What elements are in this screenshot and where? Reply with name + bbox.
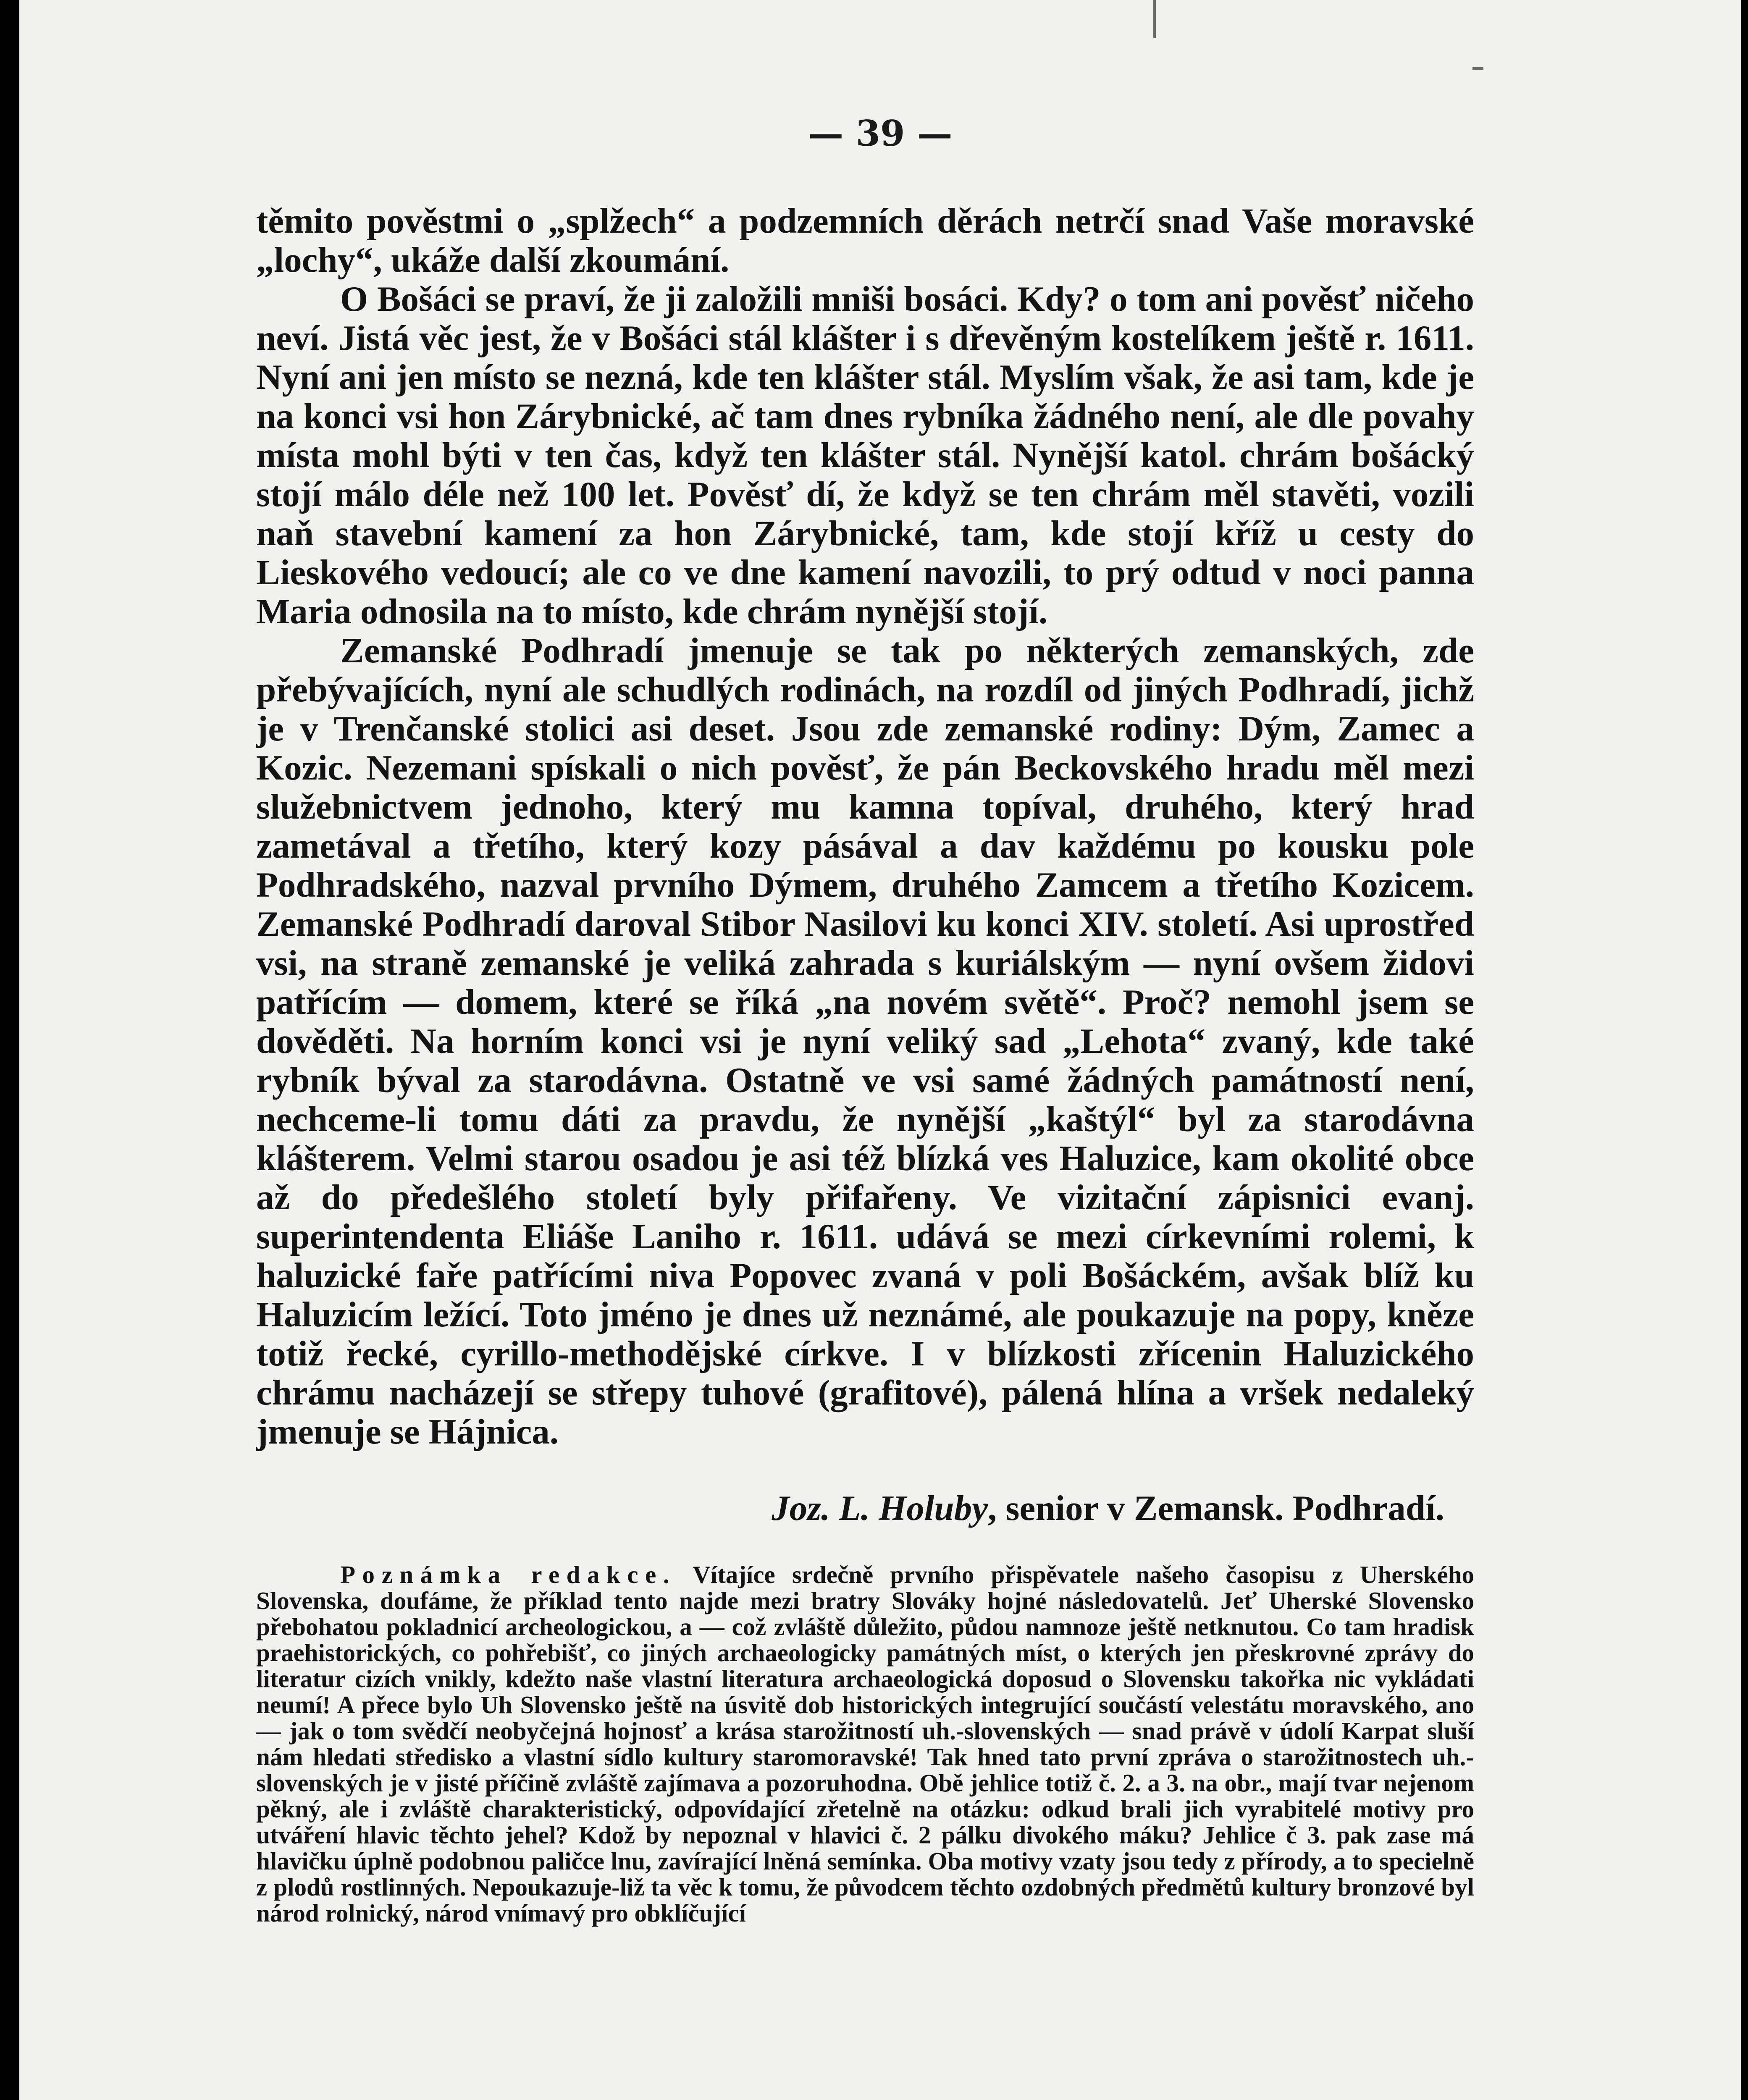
author-name: Joz. L. Holuby (772, 1488, 988, 1528)
note-text: Vítajíce srdečně prvního přispěvatele našeho časopisu z Uherského Slovenska, doufáme, že příklad tento najde mezi bratry Slováky hojné následovatelů. Jeť Uherské Slovensko přebohatou pokladnicí archeologickou, a — což zvláště důležito, půdou namnoze ještě netknutou. Co tam hradisk praehistorických, co pohřebišť, co jiných archaeologicky památných míst, o kterých jen přeskrovné zprávy do literatur cizích vnikly, kdežto naše vlastní literatura archaeologická doposud o Slovensku takořka nic vykládati neumí! A přece bylo Uh Slovensko ještě na úsvitě dob historických integrující součástí velestátu moravského, ano — jak o tom svědčí neobyčejná hojnosť a krása starožitností uh.-slovenských — snad právě v údolí Karpat sluší nám hledati středisko a vlastní sídlo kultury staromoravské! Tak hned tato první zpráva o starožitnostech uh.-slovenských je v jisté příčině zvláště zajímava a pozoruhodna. Obě jehlice totiž č. 2. a 3. na obr., mají tvar nejenom pěkný, ale i zvláště charakteristický, odpovídající zřetelně na otázku: odkud brali jich vyrabitelé motivy pro utváření hlavic těchto jehel? Kdož by nepoznal v hlavici č. 2 pálku divokého máku? Jehlice č 3. pak zase má hlavičku úplně podobnou paličce lnu, zavírající lněná semínka. Oba motivy vzaty jsou tedy z přírody, a to specielně z plodů rostlinných. Nepoukazuje-liž ta věc k tomu, že původcem těchto ozdobných předmětů kultury bronzové byl národ rolnický, národ vnímavý pro obklíčující (256, 1561, 1474, 1927)
paragraph: těmito pověstmi o „splžech“ a podzemních děrách netrčí snad Vaše moravské „lochy“, ukáže další zkoumání. (256, 201, 1474, 280)
paragraph: Zemanské Podhradí jmenuje se tak po některých zemanských, zde přebývajících, nyní ale schudlých rodinách, na rozdíl od jiných Podhradí, jichž je v Trenčanské stolici asi deset. Jsou zde zemanské rodiny: Dým, Zamec a Kozic. Nezemani spískali o nich pověsť, že pán Beckovského hradu měl mezi služebnictvem jednoho, který mu kamna topíval, druhého, který hrad zametával a třetího, který kozy pásával a dav každému po kousku pole Podhradského, nazval prvního Dýmem, druhého Zamcem a třetího Kozicem. Zemanské Podhradí daroval Stibor Nasilovi ku konci XIV. století. Asi uprostřed vsi, na straně zemanské je veliká zahrada s kuriálským — nyní ovšem židovi patřícím — domem, které se říká „na novém světě“. Proč? nemohl jsem se dověděti. Na horním konci vsi je nyní veliký sad „Lehota“ zvaný, kde také rybník býval za starodávna. Ostatně ve vsi samé žádných památností není, nechceme-li tomu dáti za pravdu, že nynější „kaštýl“ byl za starodávna klášterem. Velmi starou osadou je asi též blízká ves Haluzice, kam okolité obce až do předešlého století byly přifařeny. Ve vizitační zápisnici evanj. superintendenta Eliáše Laniho r. 1611. udává se mezi církevními rolemi, k haluzické faře patřícími niva Popovec zvaná v poli Bošáckém, avšak blíž ku Haluzicím ležící. Toto jméno je dnes už neznámé, ale poukazuje na popy, kněze totiž řecké, cyrillo-methodějské církve. I v blízkosti zřícenin Haluzického chrámu nacházejí se střepy tuhové (grafitové), pálená hlína a vršek nedaleký jmenuje se Hájnica. (256, 631, 1474, 1452)
scan-mark (1153, 0, 1156, 38)
page-number: — 39 — (808, 113, 953, 154)
paragraph: O Bošáci se praví, že ji založili mniši bosáci. Kdy? o tom ani pověsť ničeho neví. Jistá věc jest, že v Bošáci stál klášter i s dřevěným kostelíkem ještě r. 1611. Nyní ani jen místo se nezná, kde ten klášter stál. Myslím však, že asi tam, kde je na konci vsi hon Zárybnické, ač tam dnes rybníka žádného není, ale dle povahy místa mohl býti v ten čas, když ten klášter stál. Nynější katol. chrám bošácký stojí málo déle než 100 let. Pověsť dí, že když se ten chrám měl stavěti, vozili naň stavební kamení za hon Zárybnické, tam, kde stojí kříž u cesty do Lieskového vedoucí; ale co ve dne kamení navozili, to prý odtud v noci panna Maria odnosila na to místo, kde chrám nynější stojí. (256, 279, 1474, 631)
main-text (256, 202, 1474, 1452)
author-title: , senior v Zemansk. Podhradí. (987, 1488, 1444, 1528)
document-page (19, 0, 1741, 2100)
signature (256, 1489, 1444, 1528)
note-heading: Poznámka redakce. (340, 1561, 677, 1588)
scan-mark (1472, 67, 1483, 70)
editorial-note (256, 1562, 1474, 1926)
